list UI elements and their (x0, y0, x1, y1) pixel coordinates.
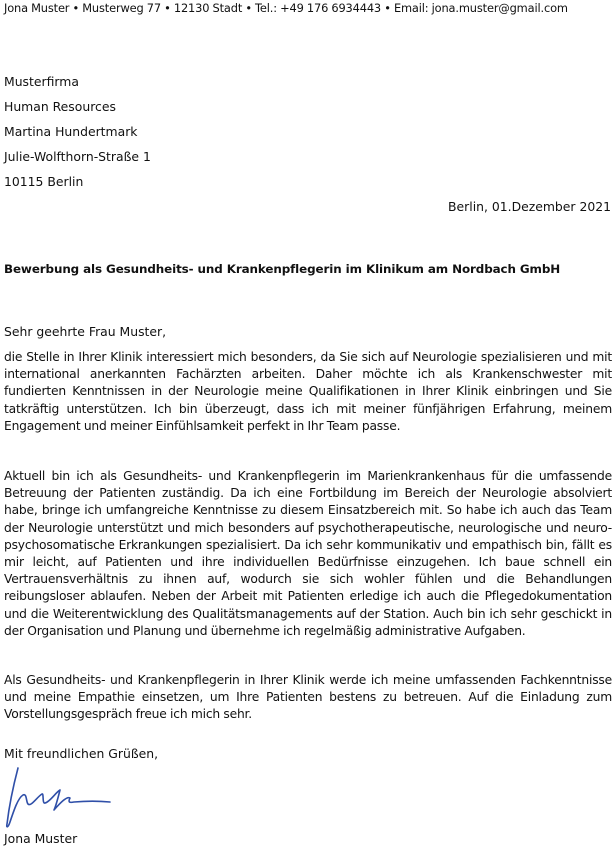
body-paragraph-2: Aktuell bin ich als Gesundheits- und Krankenpflegerin im Marienkrankenhaus für die umfassende Betreuung der Patienten zuständig. Da ich eine Fortbildung im Bereich der Neurologie absolviert habe, bringe ich umfangreiche Kenntnisse zu diesem Einsatzbereich mit. So habe ich auch das Team der Neurologie unterstützt und mich besonders auf psychotherapeutische, neurologische und neuro-psychosomatische Erkrankungen spezialisiert. Da ich sehr kommunikativ und empathisch bin, fällt es mir leicht, auf Patienten und ihre individuellen Bedürfnisse einzugehen. Ich baue schnell ein Vertrauensverhältnis zu ihnen auf, wodurch sie sich wohler fühlen und die Behandlungen reibungsloser ablaufen. Neben der Arbeit mit Patienten erledige ich auch die Pflegedokumentation und die Weiterentwicklung des Qualitätsmanagements auf der Station. Auch bin ich sehr geschickt in der Organisation und Planung und übernehme ich regelmäßig administrative Aufgaben. (4, 469, 612, 638)
signer-name: Jona Muster (4, 831, 78, 846)
salutation: Sehr geehrte Frau Muster, (4, 324, 167, 339)
body-paragraph-1: die Stelle in Ihrer Klinik interessiert mich besonders, da Sie sich auf Neurologie spezialisieren und mit international anerkannten Fachärzten arbeiten. Daher möchte ich als Krankenschwester mit fundierten Kenntnissen in der Neurologie meine Qualifikationen in Ihrer Klinik einbringen und Sie tatkräftig unterstützen. Ich bin überzeugt, dass ich mit meiner fünfjährigen Erfahrung, meinem Engagement und meiner Einfühlsamkeit perfekt in Ihr Team passe. (4, 350, 612, 433)
sender-header: Jona Muster • Musterweg 77 • 12130 Stadt • Tel.: +49 176 6934443 • Email: jona.muster@gmail.com (4, 1, 568, 15)
subject-line: Bewerbung als Gesundheits- und Krankenpflegerin im Klinikum am Nordbach GmbH (4, 262, 561, 276)
recipient-city: 10115 Berlin (4, 174, 84, 189)
recipient-department: Human Resources (4, 99, 116, 114)
recipient-contact: Martina Hundertmark (4, 124, 138, 139)
recipient-company: Musterfirma (4, 74, 79, 89)
signature-stroke (7, 768, 110, 827)
body-paragraph-3: Als Gesundheits- und Krankenpflegerin in Ihrer Klinik werde ich meine umfassenden Fachkenntnisse und meine Empathie einsetzen, um Ihre Patienten bestens zu betreuen. Auf die Einladung zum Vorstellungsgespräch freue ich mich sehr. (4, 673, 612, 722)
recipient-street: Julie-Wolfthorn-Straße 1 (4, 149, 151, 164)
letter-date: Berlin, 01.Dezember 2021 (448, 199, 611, 214)
signature-image (4, 762, 114, 832)
closing: Mit freundlichen Grüßen, (4, 746, 159, 761)
